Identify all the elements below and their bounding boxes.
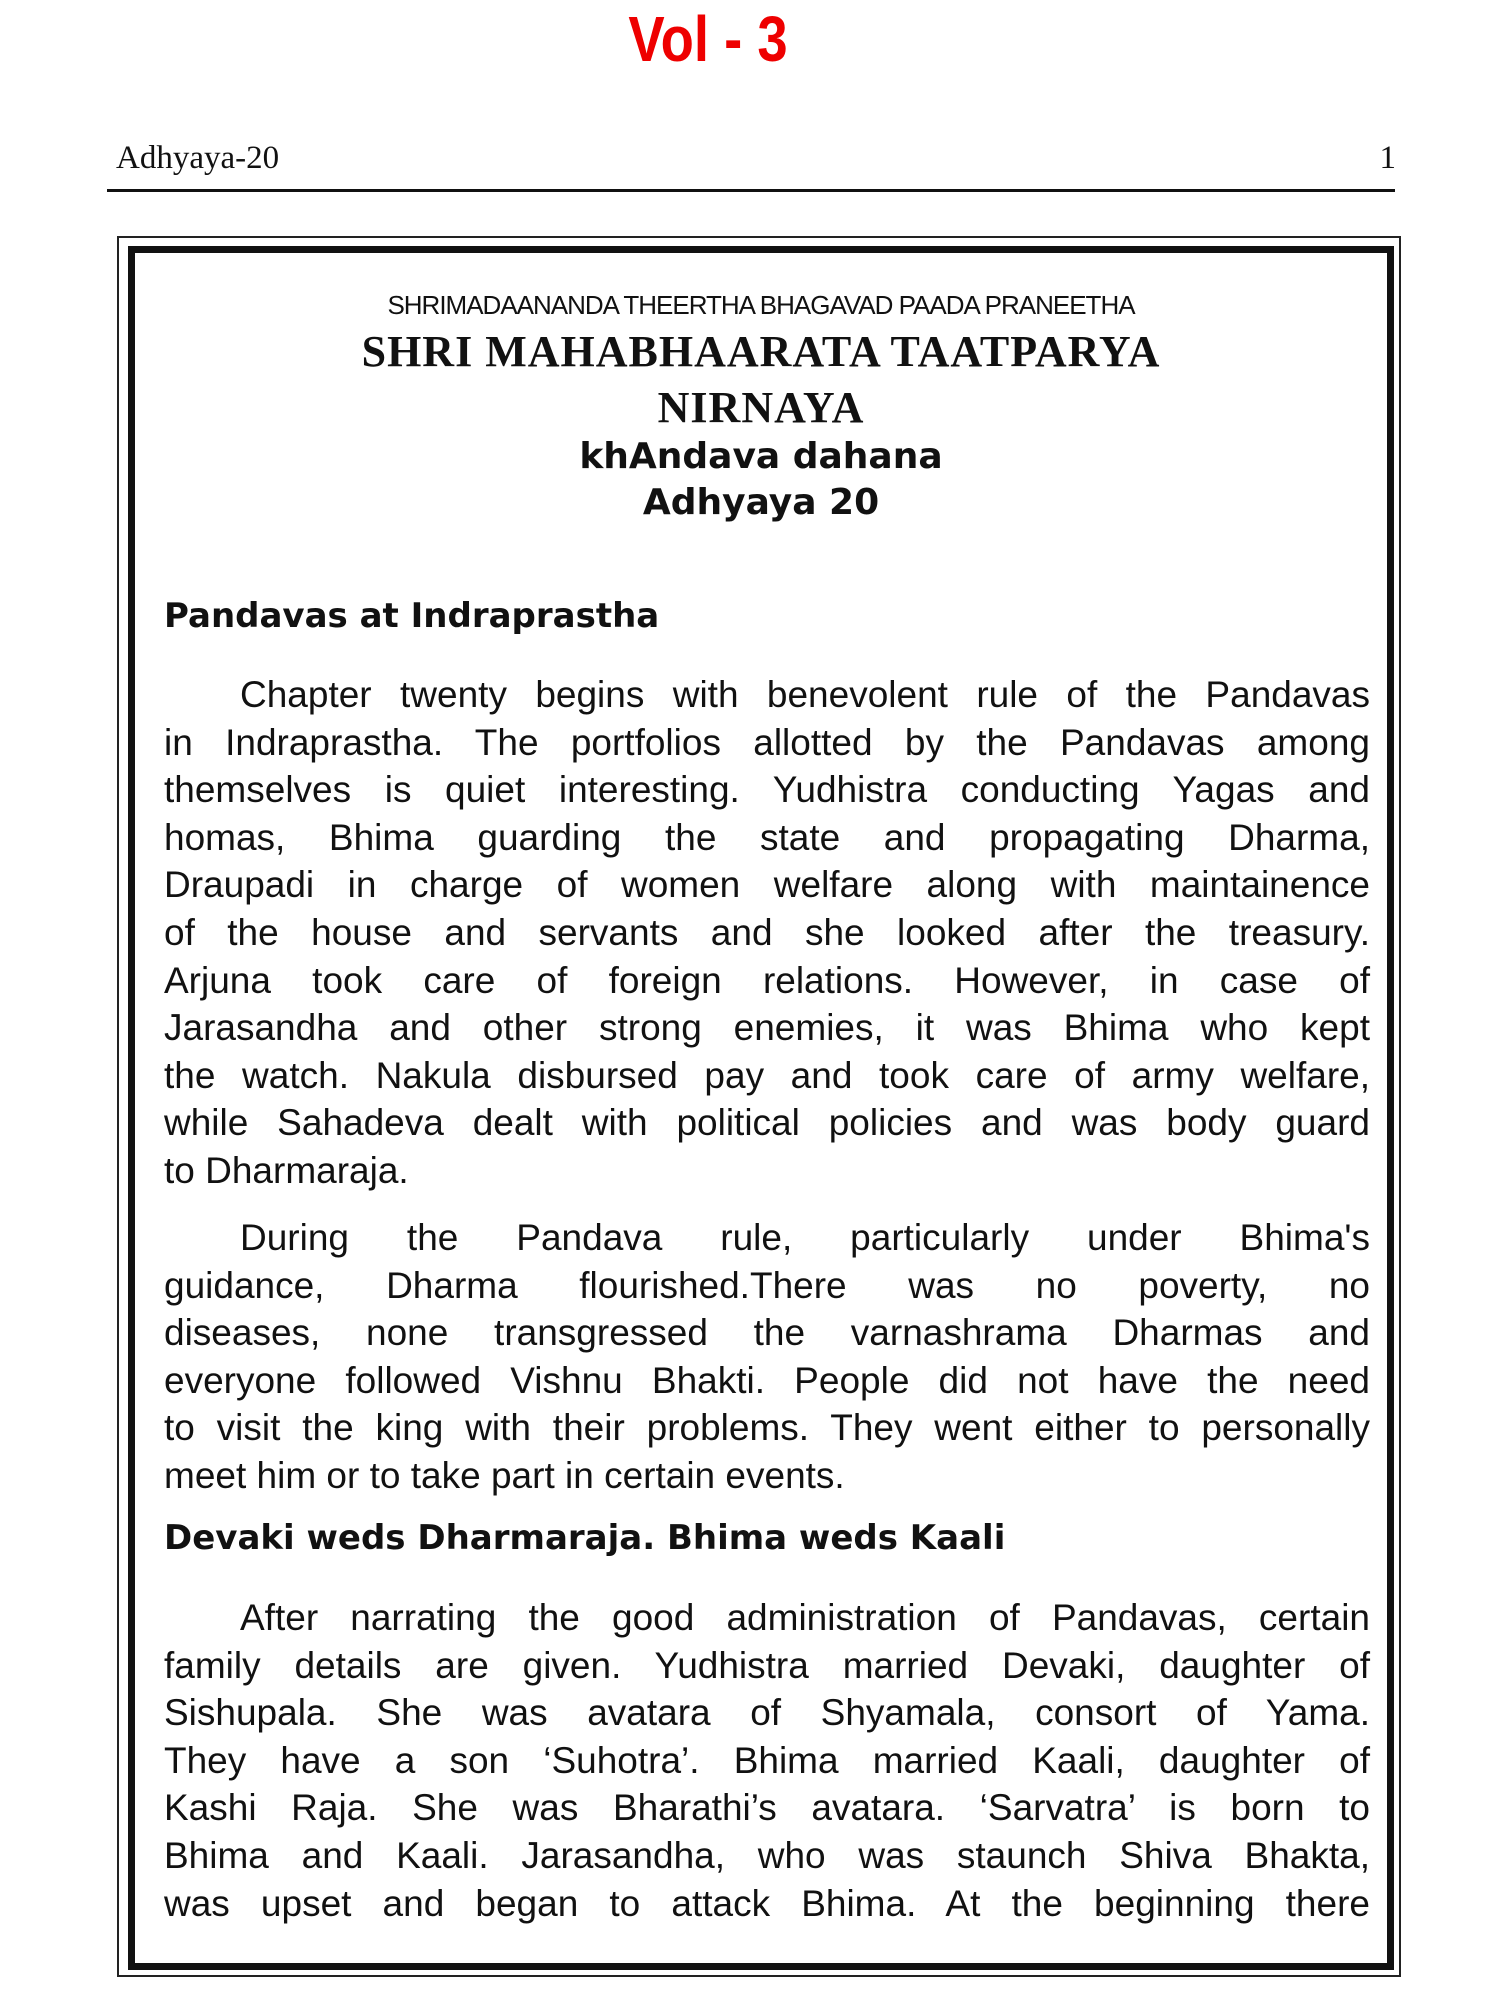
text-line: in Indraprastha. The portfolios allotted by the Pandavas among <box>164 721 1370 763</box>
text-line: They have a son ‘Suhotra’. Bhima married Kaali, daughter of <box>164 1739 1370 1781</box>
text-line: During the Pandava rule, particularly under Bhima's <box>240 1217 1370 1258</box>
text-line: homas, Bhima guarding the state and propagating Dharma, <box>164 816 1370 858</box>
paragraph <box>164 671 1370 1195</box>
text-line: Chapter twenty begins with benevolent rule of the Pandavas <box>240 674 1370 715</box>
text-line: the watch. Nakula disbursed pay and took care of army welfare, <box>164 1054 1370 1096</box>
attribution: SHRIMADAANANDA THEERTHA BHAGAVAD PAADA PRANEETHA <box>387 290 1135 320</box>
text-line: Draupadi in charge of women welfare along with maintainence <box>164 864 1370 906</box>
text-line: was upset and began to attack Bhima. At the beginning there <box>164 1882 1370 1924</box>
text-line: everyone followed Vishnu Bhakti. People did not have the need <box>164 1359 1370 1401</box>
text-line: Sishupala. She was avatara of Shyamala, consort of Yama. <box>164 1692 1370 1734</box>
text-line: to visit the king with their problems. They went either to personally <box>164 1407 1370 1449</box>
section-heading: Pandavas at Indraprastha <box>164 596 660 636</box>
paragraph <box>164 1214 1370 1500</box>
text-line: while Sahadeva dealt with political policies and was body guard <box>164 1102 1370 1144</box>
book-title-line2: NIRNAYA <box>657 383 865 432</box>
text-line: diseases, none transgressed the varnashrama Dharmas and <box>164 1312 1370 1354</box>
text-line: Kashi Raja. She was Bharathi’s avatara. ‘Sarvatra’ is born to <box>164 1787 1370 1829</box>
book-title-line1: SHRI MAHABHAARATA TAATPARYA <box>361 327 1161 376</box>
text-line: to Dharmaraja. <box>164 1149 409 1191</box>
text-line: themselves is quiet interesting. Yudhistra conducting Yagas and <box>164 769 1370 811</box>
paragraph <box>164 1594 1370 1927</box>
text-line: After narrating the good administration of Pandavas, certain <box>240 1597 1370 1638</box>
volume-label: Vol - 3 <box>628 3 788 75</box>
text-line: Arjuna took care of foreign relations. However, in case of <box>164 959 1370 1001</box>
section-heading: Devaki weds Dharmaraja. Bhima weds Kaali <box>164 1518 1006 1558</box>
running-header-chapter: Adhyaya-20 <box>116 140 280 176</box>
text-line: Bhima and Kaali. Jarasandha, who was staunch Shiva Bhakta, <box>164 1834 1370 1876</box>
text-line: of the house and servants and she looked after the treasury. <box>164 911 1370 953</box>
text-line: family details are given. Yudhistra married Devaki, daughter of <box>164 1644 1370 1686</box>
page-number: 1 <box>1379 140 1396 176</box>
chapter-number: Adhyaya 20 <box>642 482 880 523</box>
text-line: guidance, Dharma flourished.There was no poverty, no <box>164 1264 1370 1306</box>
text-line: meet him or to take part in certain events. <box>164 1454 845 1496</box>
chapter-subtitle: khAndava dahana <box>579 436 943 477</box>
header-rule <box>107 189 1395 192</box>
text-line: Jarasandha and other strong enemies, it was Bhima who kept <box>164 1007 1370 1049</box>
